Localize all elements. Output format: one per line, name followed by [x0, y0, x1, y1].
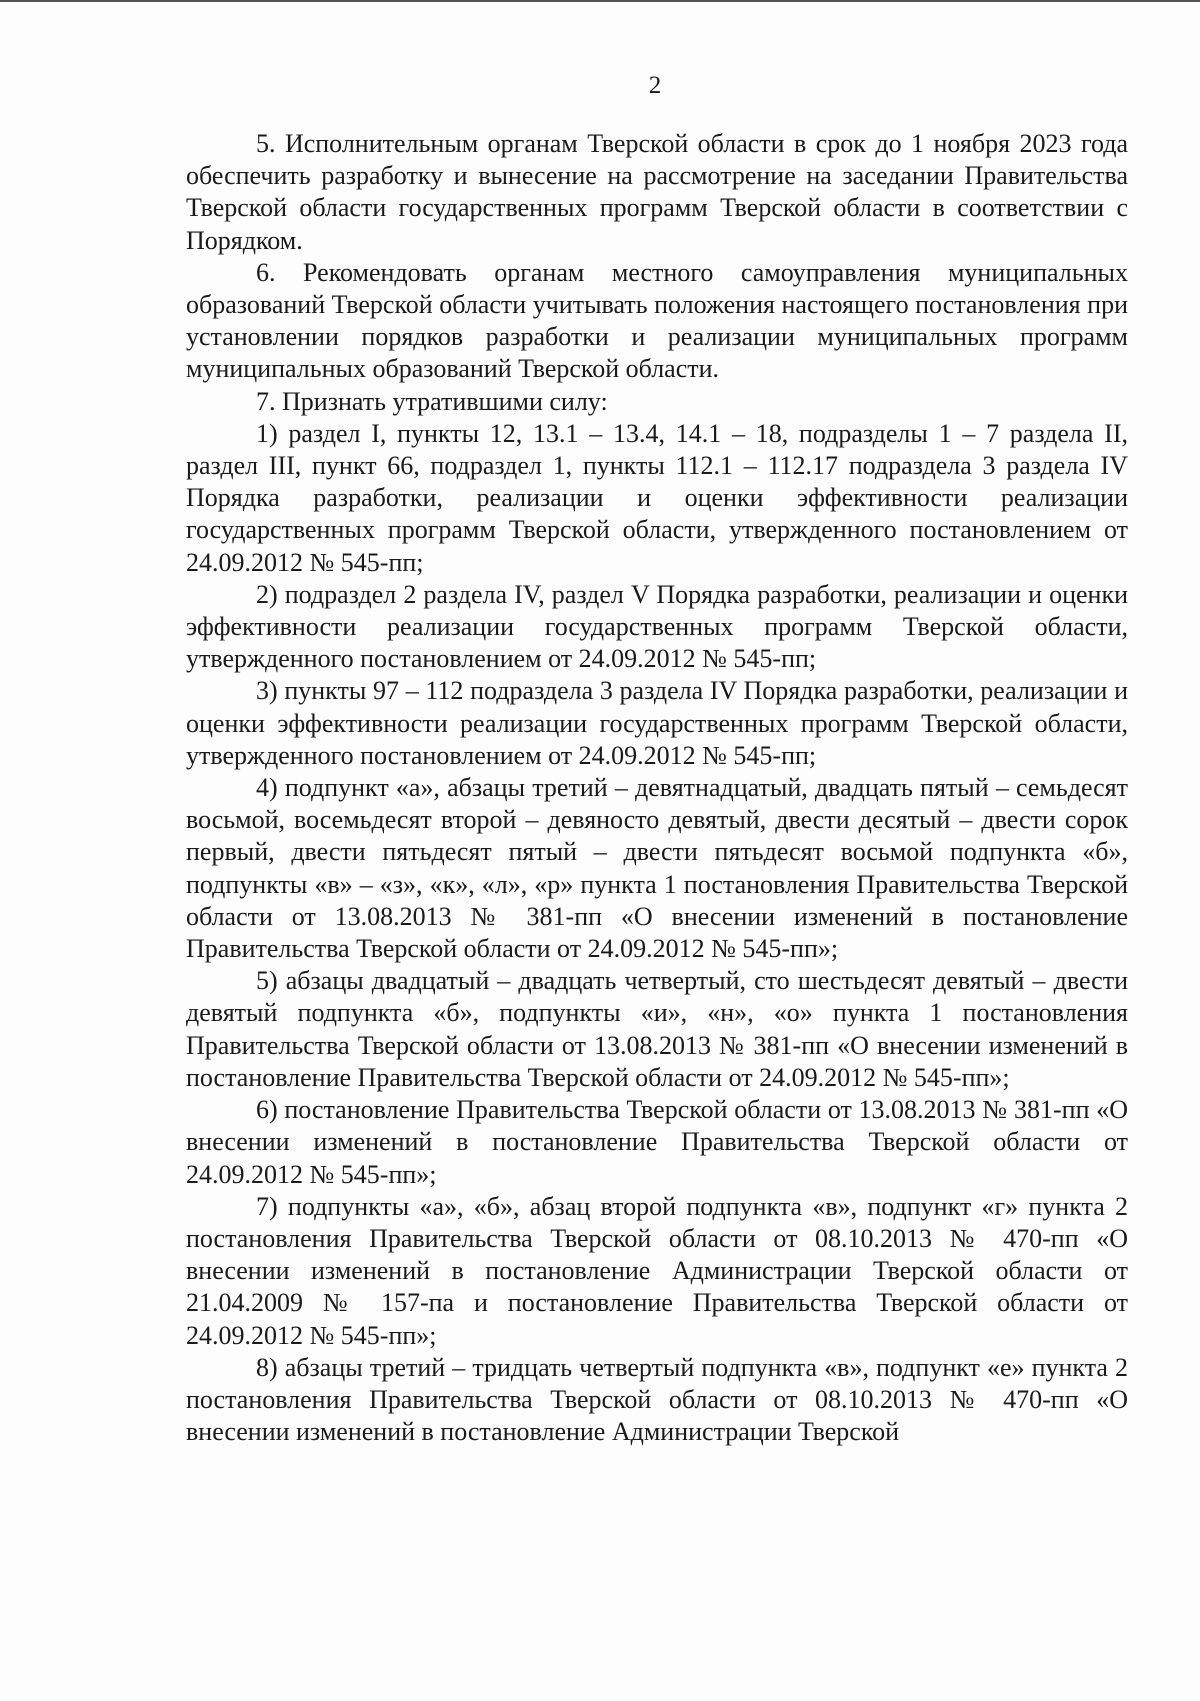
list-item-1: 1) раздел I, пункты 12, 13.1 – 13.4, 14.1 – 18, подразделы 1 – 7 раздела II, раздел III, пункт 66, подраздел 1, пункты 112.1 – 112.17 подраздела 3 раздела IV Порядка разработки, реализации и оценки эффективности реализации государственных программ Тверской области, утвержденного постановлением от 24.09.2012 № 545-пп; — [186, 418, 1128, 577]
document-body — [186, 128, 1128, 1448]
paragraph-5: 5. Исполнительным органам Тверской области в срок до 1 ноября 2023 года обеспечить разработку и вынесение на рассмотрение на заседании Правительства Тверской области государственных программ Тверской области в соответствии с Порядком. — [186, 129, 1128, 255]
scan-top-edge — [0, 0, 1200, 2]
list-item-4: 4) подпункт «а», абзацы третий – девятнадцатый, двадцать пятый – семьдесят восьмой, восемьдесят второй – девяносто девятый, двести десятый – двести сорок первый, двести пятьдесят пятый – двести пятьдесят восьмой подпункта «б», подпункты «в» – «з», «к», «л», «р» пункта 1 постановления Правительства Тверской области от 13.08.2013 № 381-пп «О внесении изменений в постановление Правительства Тверской области от 24.09.2012 № 545-пп»; — [186, 773, 1128, 964]
list-item-7: 7) подпункты «а», «б», абзац второй подпункта «в», подпункт «г» пункта 2 постановления Правительства Тверской области от 08.10.2013 № 470-пп «О внесении изменений в постановление Администрации Тверской области от 21.04.2009 № 157-па и постановление Правительства Тверской области от 24.09.2012 № 545-пп»; — [186, 1191, 1128, 1350]
list-item-6: 6) постановление Правительства Тверской области от 13.08.2013 № 381-пп «О внесении изменений в постановление Правительства Тверской области от 24.09.2012 № 545-пп»; — [186, 1095, 1128, 1189]
paragraph-7: 7. Признать утратившими силу: — [256, 386, 608, 416]
list-item-3: 3) пункты 97 – 112 подраздела 3 раздела IV Порядка разработки, реализации и оценки эффективности реализации государственных программ Тверской области, утвержденного постановлением от 24.09.2012 № 545-пп; — [186, 676, 1128, 770]
list-item-2: 2) подраздел 2 раздела IV, раздел V Порядка разработки, реализации и оценки эффективности реализации государственных программ Тверской области, утвержденного постановлением от 24.09.2012 № 545-пп; — [186, 579, 1128, 674]
list-item-5: 5) абзацы двадцатый – двадцать четвертый, сто шестьдесят девятый – двести девятый подпункта «б», подпункты «и», «н», «о» пункта 1 постановления Правительства Тверской области от 13.08.2013 № 381-пп «О внесении изменений в постановление Правительства Тверской области от 24.09.2012 № 545-пп»; — [186, 966, 1128, 1092]
paragraph-6: 6. Рекомендовать органам местного самоуправления муниципальных образований Тверской области учитывать положения настоящего постановления при установлении порядков разработки и реализации муниципальных программ муниципальных образований Тверской области. — [186, 257, 1128, 384]
page-number: 2 — [648, 72, 662, 99]
list-item-8: 8) абзацы третий – тридцать четвертый подпункта «в», подпункт «е» пункта 2 постановления Правительства Тверской области от 08.10.2013 № 470-пп «О внесении изменений в постановление Администрации Тверской — [186, 1352, 1128, 1447]
